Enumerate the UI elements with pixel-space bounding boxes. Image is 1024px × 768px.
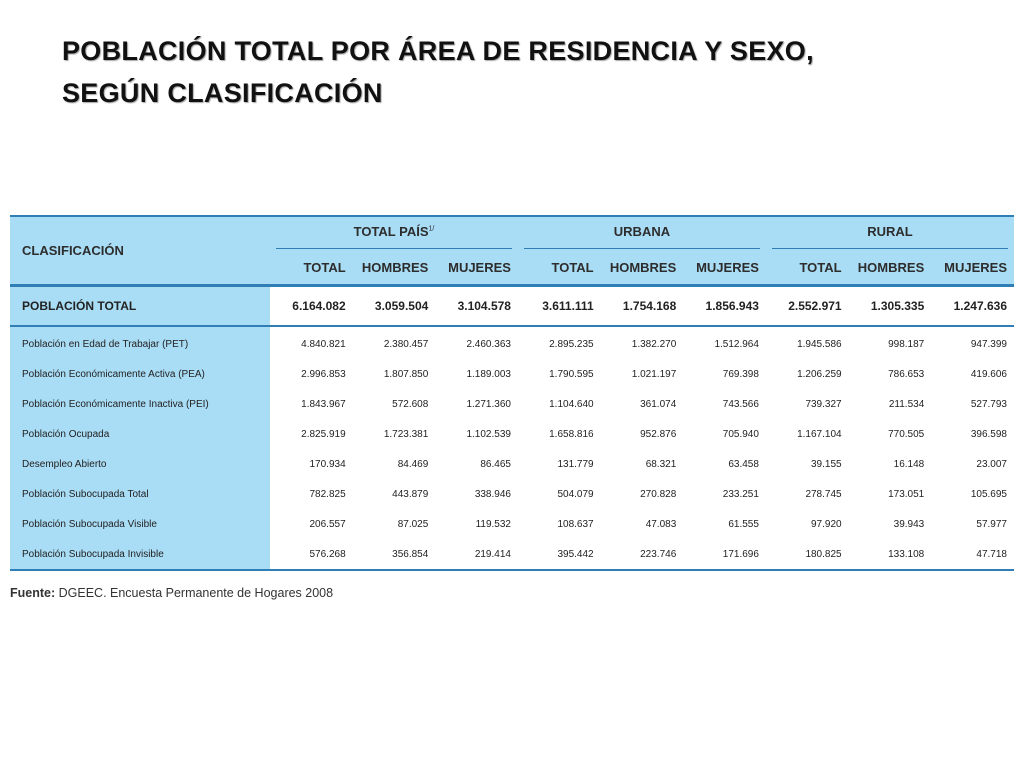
subheader-mujeres: MUJERES — [435, 250, 518, 286]
table-cell: 743.566 — [722, 398, 759, 410]
group-label-urbana: URBANA — [524, 218, 760, 249]
table-cell: 1.658.816 — [549, 428, 594, 440]
table-cell: 63.458 — [728, 458, 759, 470]
row-label: Población en Edad de Trabajar (PET) — [10, 326, 270, 359]
table-row — [10, 326, 1014, 359]
table-cell: 1.512.964 — [714, 338, 759, 350]
table-cell: 3.059.504 — [353, 286, 436, 327]
table-cell: 23.007 — [976, 458, 1007, 470]
table-cell: 2.895.235 — [549, 338, 594, 350]
table-header — [10, 216, 1014, 286]
table-cell: 527.793 — [970, 398, 1007, 410]
table-cell: 223.746 — [640, 548, 677, 560]
slide-title-line2: SEGÚN CLASIFICACIÓN — [62, 78, 383, 108]
table-cell: 170.934 — [309, 458, 346, 470]
table-cell: 39.155 — [811, 458, 842, 470]
slide-title-line1: POBLACIÓN TOTAL POR ÁREA DE RESIDENCIA Y SEXO, — [62, 36, 814, 66]
table-cell: 1.754.168 — [601, 286, 684, 327]
group-label-rural: RURAL — [772, 218, 1008, 249]
table-cell: 1.247.636 — [931, 286, 1014, 327]
table-cell: 396.598 — [970, 428, 1007, 440]
table-cell: 84.469 — [397, 458, 429, 470]
table-cell: 211.534 — [888, 398, 925, 410]
table-row — [10, 359, 1014, 389]
table-cell: 952.876 — [640, 428, 677, 440]
table-cell: 1.189.003 — [466, 368, 511, 380]
table-cell: 131.779 — [557, 458, 594, 470]
table-cell: 47.083 — [645, 518, 677, 530]
group-header-total-pais — [270, 216, 518, 250]
row-label: POBLACIÓN TOTAL — [10, 286, 270, 327]
row-label: Población Subocupada Invisible — [10, 539, 270, 570]
table-cell: 770.505 — [888, 428, 925, 440]
subheader-hombres: HOMBRES — [601, 250, 684, 286]
table-row — [10, 389, 1014, 419]
source-note — [10, 586, 333, 600]
table-cell: 338.946 — [474, 488, 511, 500]
table-row — [10, 509, 1014, 539]
table-cell: 3.104.578 — [435, 286, 518, 327]
table-body — [10, 286, 1014, 571]
table-cell: 2.825.919 — [301, 428, 346, 440]
table-cell: 2.552.971 — [766, 286, 849, 327]
table-cell: 1.167.104 — [797, 428, 842, 440]
table-cell: 782.825 — [309, 488, 346, 500]
subheader-hombres: HOMBRES — [353, 250, 436, 286]
table-cell: 6.164.082 — [270, 286, 353, 327]
group-header-rural — [766, 216, 1014, 250]
source-text: DGEEC. Encuesta Permanente de Hogares 2008 — [58, 586, 334, 600]
population-table — [10, 215, 1014, 571]
subheader-total: TOTAL — [270, 250, 353, 286]
table-cell: 1.104.640 — [549, 398, 594, 410]
table-cell: 171.696 — [722, 548, 759, 560]
table-cell: 395.442 — [557, 548, 594, 560]
table-row — [10, 479, 1014, 509]
table-cell: 2.996.853 — [301, 368, 346, 380]
table-cell: 206.557 — [309, 518, 346, 530]
row-label: Desempleo Abierto — [10, 449, 270, 479]
row-label: Población Económicamente Inactiva (PEI) — [10, 389, 270, 419]
table-cell: 16.148 — [893, 458, 925, 470]
table-cell: 572.608 — [392, 398, 429, 410]
header-clasificacion: CLASIFICACIÓN — [10, 216, 270, 286]
table-cell: 1.723.381 — [383, 428, 429, 440]
subheader-mujeres: MUJERES — [683, 250, 766, 286]
subheader-total: TOTAL — [518, 250, 601, 286]
table-cell: 39.943 — [893, 518, 925, 530]
footnote-marker: 1/ — [428, 225, 435, 233]
row-label: Población Subocupada Total — [10, 479, 270, 509]
table-cell: 278.745 — [805, 488, 842, 500]
subheader-hombres: HOMBRES — [849, 250, 932, 286]
table-cell: 1.382.270 — [631, 338, 677, 350]
table-cell: 233.251 — [722, 488, 759, 500]
table-cell: 1.271.360 — [466, 398, 511, 410]
table-cell: 1.102.539 — [466, 428, 511, 440]
table-cell: 105.695 — [970, 488, 1007, 500]
table-cell: 2.380.457 — [383, 338, 429, 350]
subheader-mujeres: MUJERES — [931, 250, 1014, 286]
row-label: Población Ocupada — [10, 419, 270, 449]
table-cell: 419.606 — [970, 368, 1007, 380]
table-cell: 356.854 — [392, 548, 429, 560]
table-cell: 786.653 — [888, 368, 925, 380]
table-cell: 1.945.586 — [797, 338, 842, 350]
table-cell: 947.399 — [970, 338, 1007, 350]
table-cell: 108.637 — [557, 518, 594, 530]
group-label-total-pais: TOTAL PAÍS — [353, 224, 429, 239]
table-cell: 1.843.967 — [301, 398, 346, 410]
table-cell: 4.840.821 — [301, 338, 346, 350]
table-cell: 173.051 — [888, 488, 925, 500]
table-cell: 119.532 — [475, 518, 511, 530]
table-cell: 3.611.111 — [518, 286, 601, 327]
table-cell: 87.025 — [397, 518, 429, 530]
table-cell: 361.074 — [640, 398, 677, 410]
table-cell: 57.977 — [976, 518, 1007, 530]
table-row — [10, 449, 1014, 479]
table-cell: 97.920 — [811, 518, 842, 530]
table-cell: 504.079 — [557, 488, 594, 500]
table-cell: 47.718 — [976, 548, 1007, 560]
table-cell: 180.825 — [805, 548, 842, 560]
table-cell: 1.856.943 — [683, 286, 766, 327]
table-cell: 86.465 — [480, 458, 511, 470]
subheader-total: TOTAL — [766, 250, 849, 286]
row-label: Población Económicamente Activa (PEA) — [10, 359, 270, 389]
table-cell: 1.807.850 — [383, 368, 429, 380]
table-row — [10, 539, 1014, 570]
table-row — [10, 419, 1014, 449]
table-cell: 769.398 — [722, 368, 759, 380]
table-cell: 133.108 — [888, 548, 925, 560]
table-cell: 705.940 — [722, 428, 759, 440]
table-cell: 270.828 — [640, 488, 677, 500]
table-cell: 1.790.595 — [549, 368, 594, 380]
row-label: Población Subocupada Visible — [10, 509, 270, 539]
slide-title — [62, 30, 964, 114]
table-cell: 739.327 — [805, 398, 842, 410]
table-cell: 1.206.259 — [797, 368, 842, 380]
table-row-total — [10, 286, 1014, 327]
table-cell: 998.187 — [888, 338, 925, 350]
table-cell: 443.879 — [392, 488, 429, 500]
table-cell: 219.414 — [474, 548, 511, 560]
table-cell: 1.021.197 — [631, 368, 677, 380]
data-table — [10, 215, 1014, 571]
table-cell: 61.555 — [728, 518, 759, 530]
table-cell: 68.321 — [645, 458, 677, 470]
table-cell: 1.305.335 — [849, 286, 932, 327]
table-cell: 2.460.363 — [466, 338, 511, 350]
source-prefix: Fuente: — [10, 586, 56, 600]
group-header-urbana — [518, 216, 766, 250]
table-cell: 576.268 — [309, 548, 346, 560]
